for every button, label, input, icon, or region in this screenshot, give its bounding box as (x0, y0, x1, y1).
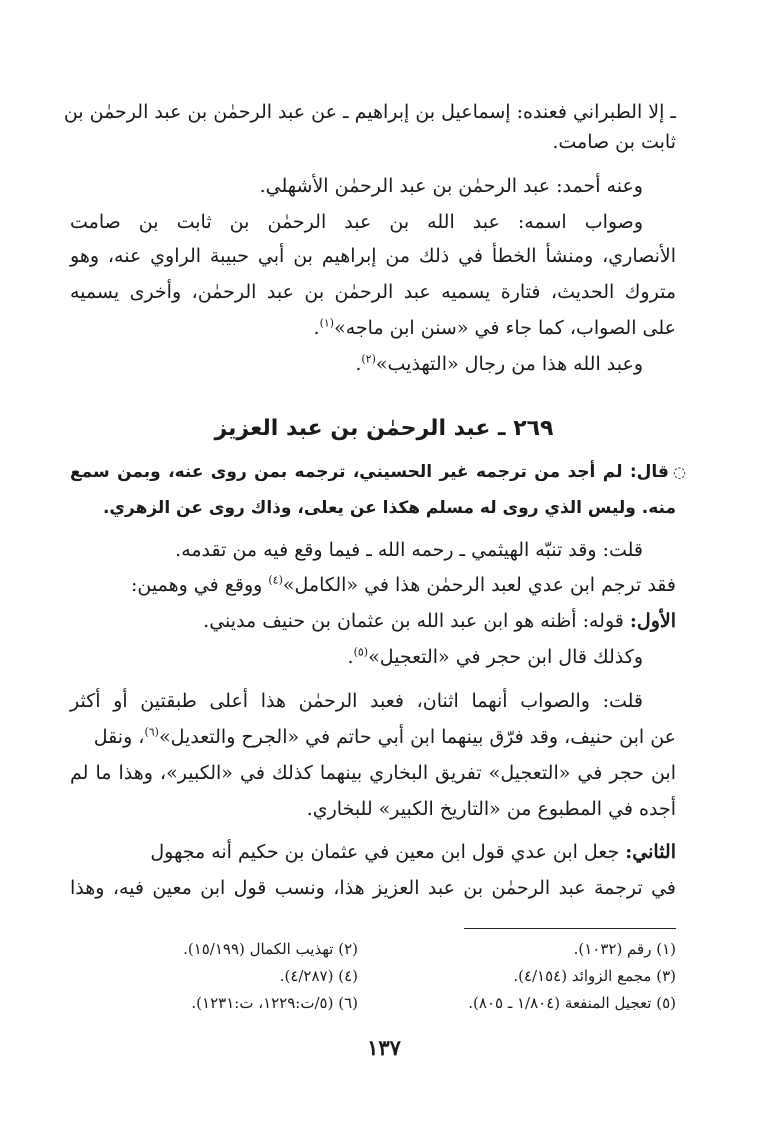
footnote-mark[interactable]: (٦) (144, 725, 159, 739)
text-line (70, 723, 676, 751)
text-span: جعل ابن عدي قول ابن معين في عثمان بن حكيم أنه مجهول (150, 841, 626, 863)
footnote: (٢) تهذيب الكمال (١٥/١٩٩). (183, 940, 358, 958)
footnote-mark[interactable]: (٢) (361, 352, 376, 366)
text-span: قوله: أظنه هو ابن عبد الله بن عثمان بن حنيف مديني. (203, 610, 630, 632)
text-span: ووقع في وهمين: (130, 574, 269, 596)
qala-line: منه. وليس الذي روى له مسلم هكذا عن يعلى، وذاك روى عن الزهري. (102, 498, 676, 518)
text-line (70, 838, 676, 866)
text-span: وعبد الله هذا من رجال «التهذيب» (375, 353, 643, 375)
footnote: (٤) (٤/٢٨٧). (279, 967, 358, 985)
footnote: (٣) مجمع الزوائد (٤/١٥٤). (513, 967, 676, 985)
text-line: على الصواب، كما جاء في «سنن ابن ماجه»$^{(١)}$. (313, 316, 676, 339)
text-line: وصواب اسمه: عبد الله بن عبد الرحمٰن بن ثابت بن صامت (70, 211, 643, 233)
label-second: الثاني: (625, 841, 676, 863)
text-line: أجده في المطبوع من «التاريخ الكبير» للبخاري. (306, 798, 676, 820)
footnote-mark[interactable]: (٤) (268, 573, 283, 587)
text-line: متروك الحديث، فتارة يسميه عبد الرحمٰن بن عبد الرحمٰن، وأخرى يسميه (70, 281, 676, 303)
text-line: وكذلك قال ابن حجر في «التعجيل»$^{(٥)}$. (347, 645, 643, 668)
text-line: في ترجمة عبد الرحمٰن بن عبد العزيز هذا، ونسب قول ابن معين فيه، وهذا (70, 877, 676, 899)
footnote-mark[interactable]: (١) (319, 316, 335, 330)
label-first: الأول: (629, 610, 676, 632)
footnote: (٥) تعجيل المنفعة (١/٨٠٤ ـ ٨٠٥). (468, 994, 676, 1012)
text-span: ، ونقل (93, 726, 145, 748)
qala-line (70, 458, 686, 486)
footnote-mark[interactable]: (٥) (353, 645, 369, 659)
text-span: فقد ترجم ابن عدي لعبد الرحمٰن هذا في «الكامل» (282, 574, 676, 596)
text-span: عن ابن حنيف، وقد فرّق بينهما ابن أبي حاتم في «الجرح والتعديل» (158, 726, 676, 748)
text-span: قال: لم أجد من ترجمه غير الحسيني، ترجمه بمن روى عنه، وبمن سمع (70, 462, 669, 482)
footnote: (١) رقم (١٠٣٢). (573, 940, 676, 958)
text-line: ابن حجر في «التعجيل» تفريق البخاري بينهما كذلك في «الكبير»، وهذا ما لم (70, 762, 676, 784)
text-line: الأنصاري، ومنشأ الخطأ في ذلك من إبراهيم بن أبي حبيبة الراوي عنه، وهو (70, 245, 676, 267)
text-line: ـ إلا الطبراني فعنده: إسماعيل بن إبراهيم ـ عن عبد الرحمٰن بن عبد الرحمٰن بن (63, 101, 676, 123)
text-line: ثابت بن صامت. (552, 131, 676, 153)
section-heading: ٢٦٩ ـ عبد الرحمٰن بن عبد العزيز (214, 416, 554, 441)
text-span: على الصواب، كما جاء في «سنن ابن ماجه» (334, 317, 676, 339)
text-line (70, 607, 676, 635)
text-line: وعنه أحمد: عبد الرحمٰن بن عبد الرحمٰن الأشهلي. (259, 175, 643, 197)
text-line: قلت: وقد تنبّه الهيثمي ـ رحمه الله ـ فيما وقع فيه من تقدمه. (175, 539, 643, 561)
footnote-divider (464, 928, 676, 929)
page-number: ١٣٧ (367, 1035, 401, 1060)
text-span: وكذلك قال ابن حجر في «التعجيل» (368, 646, 643, 668)
text-line (70, 571, 676, 599)
footnote: (٦) (٥/ت:١٢٢٩، ت:١٢٣١). (191, 994, 358, 1012)
text-line: قلت: والصواب أنهما اثنان، فعبد الرحمٰن هذا أعلى طبقتين أو أكثر (70, 690, 643, 712)
bullet-icon: ◌ (672, 463, 686, 481)
text-line: وعبد الله هذا من رجال «التهذيب»$^{(٢)}$. (355, 352, 643, 375)
